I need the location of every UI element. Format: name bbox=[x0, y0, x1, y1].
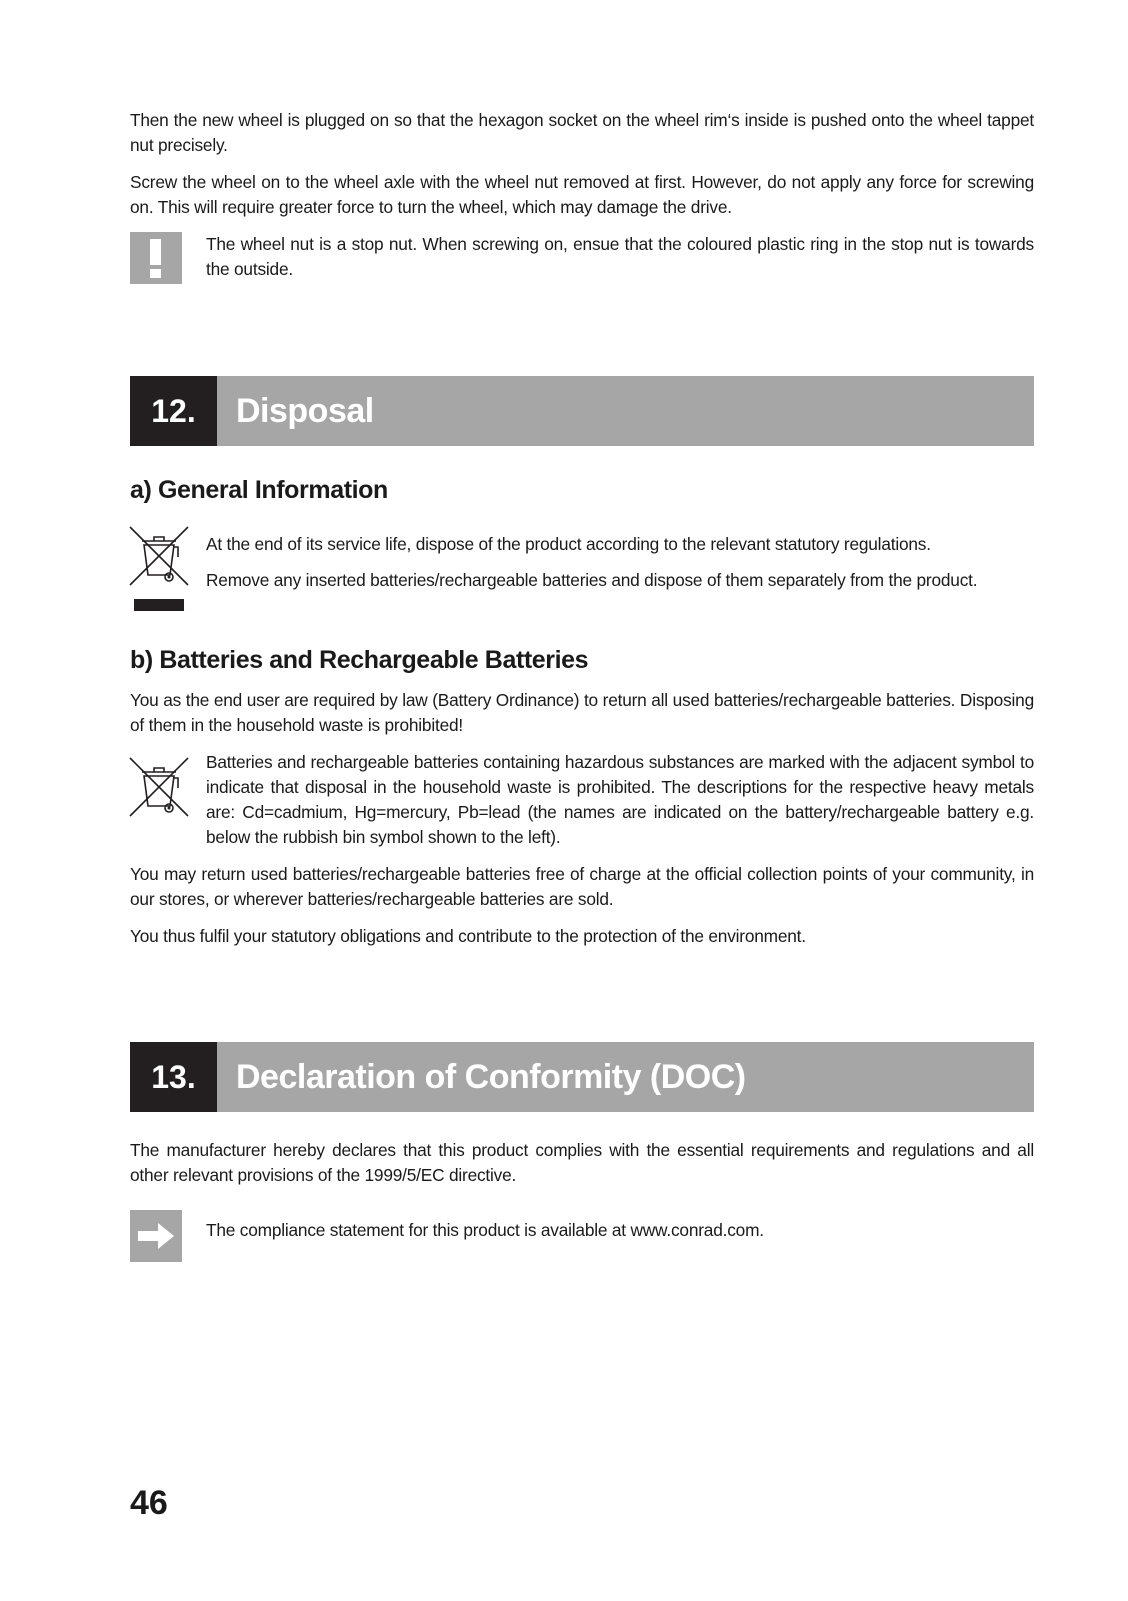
remove-batteries-text: Remove any inserted batteries/rechargeable batteries and dispose of them separately from the product. bbox=[206, 570, 978, 590]
end-of-life-disposal-text: At the end of its service life, dispose of the product according to the relevant statutory regulations. bbox=[206, 534, 931, 554]
crossed-out-wheelie-bin-icon bbox=[128, 525, 190, 615]
arrow-right-icon bbox=[130, 1210, 182, 1262]
section-12-header bbox=[130, 376, 1034, 446]
intro-paragraph-2: Screw the wheel on to the wheel axle with the wheel nut removed at first. However, do not apply any force for screwing on. This will require greater force to turn the wheel, which may damage the drive. bbox=[130, 172, 1034, 217]
section-13-header bbox=[130, 1042, 1034, 1112]
crossed-out-wheelie-bin-icon bbox=[128, 756, 190, 818]
page-number: 46 bbox=[130, 1484, 168, 1522]
statutory-obligations-paragraph: You thus fulfil your statutory obligations and contribute to the protection of the environment. bbox=[130, 926, 806, 946]
section-13-title: Declaration of Conformity (DOC) bbox=[236, 1058, 746, 1096]
batteries-heading: b) Batteries and Rechargeable Batteries bbox=[130, 646, 589, 674]
exclamation-icon bbox=[130, 232, 182, 284]
general-information-heading: a) General Information bbox=[130, 476, 388, 504]
section-13-number: 13. bbox=[130, 1042, 217, 1112]
section-12-number: 12. bbox=[130, 376, 217, 446]
intro-paragraph-1: Then the new wheel is plugged on so that the hexagon socket on the wheel rim‘s inside is pushed onto the wheel tappet nut precisely. bbox=[130, 110, 1034, 155]
return-batteries-paragraph: You may return used batteries/rechargeable batteries free of charge at the official collection points of your community, in our stores, or wherever batteries/rechargeable batteries are sold. bbox=[130, 864, 1034, 909]
battery-ordinance-paragraph: You as the end user are required by law (Battery Ordinance) to return all used batteries/rechargeable batteries. Disposing of them in the household waste is prohibited! bbox=[130, 690, 1034, 735]
hazardous-substances-note: Batteries and rechargeable batteries containing hazardous substances are marked with the adjacent symbol to indicate that disposal in the household waste is prohibited. The descriptions for the respective heavy metals are: Cd=cadmium, Hg=mercury, Pb=lead (the names are indicated on the battery/rechargeable battery e.g. below the rubbish bin symbol shown to the left). bbox=[206, 752, 1034, 847]
section-12-title: Disposal bbox=[236, 392, 374, 430]
conformity-paragraph: The manufacturer hereby declares that this product complies with the essential requirements and regulations and all other relevant provisions of the 1999/5/EC directive. bbox=[130, 1140, 1034, 1185]
stop-nut-note: The wheel nut is a stop nut. When screwing on, ensue that the coloured plastic ring in the stop nut is towards the outside. bbox=[206, 234, 1034, 279]
compliance-statement-note: The compliance statement for this product is available at www.conrad.com. bbox=[206, 1220, 764, 1240]
